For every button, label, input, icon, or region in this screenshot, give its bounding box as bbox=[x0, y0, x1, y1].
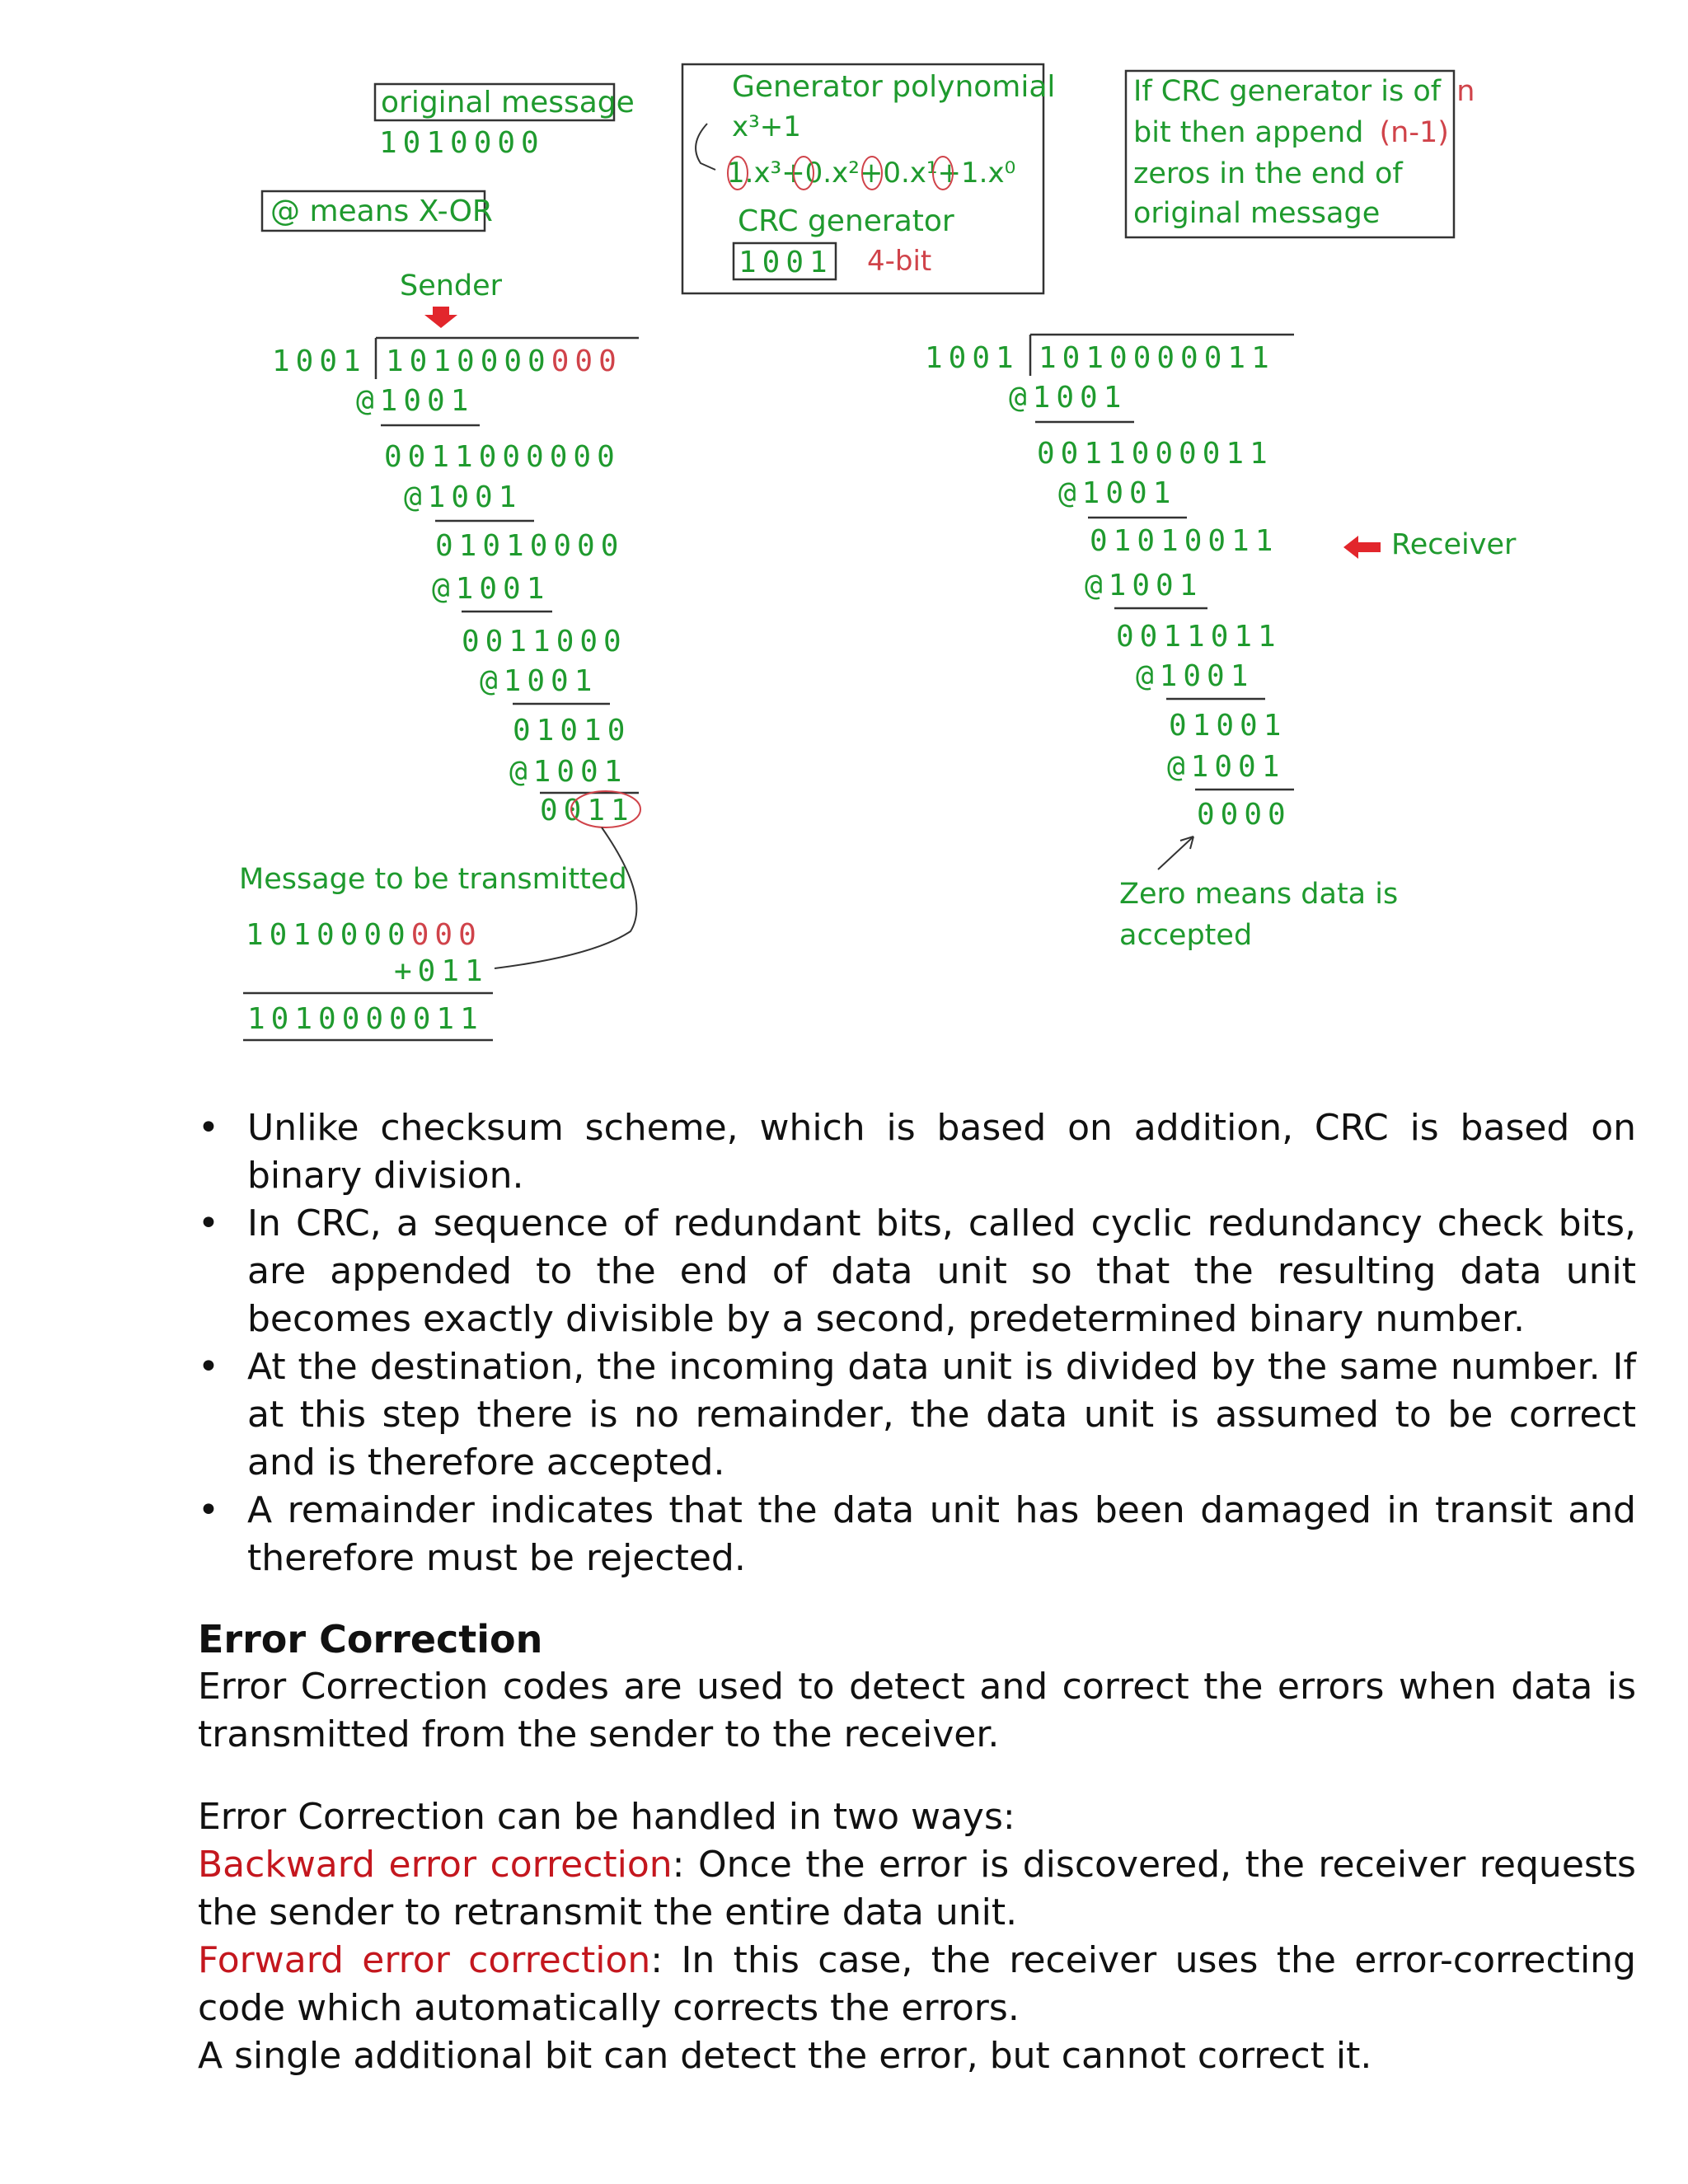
last-paragraph: A single additional bit can detect the error, but cannot correct it. bbox=[198, 2035, 1372, 2077]
sender-step: 01010 bbox=[513, 714, 631, 748]
bullet-item: • Unlike checksum scheme, which is based on addition, CRC is based on binary division. bbox=[198, 1104, 1636, 1200]
sender-step: @1001 bbox=[480, 664, 598, 698]
xor-note: @ means X-OR bbox=[270, 194, 493, 228]
sender-step: 0011000000 bbox=[384, 440, 621, 474]
crc-note-line4: original message bbox=[1133, 197, 1381, 230]
receiver-step: 01010011 bbox=[1090, 524, 1279, 558]
generator-title: Generator polynomial bbox=[732, 70, 1056, 104]
section-heading: Error Correction bbox=[198, 1617, 543, 1661]
intro-paragraph: Error Correction codes are used to detect and correct the errors when data is transmitted from the sender to the receiver. bbox=[198, 1666, 1636, 1755]
forward-term: Forward error correction bbox=[198, 1939, 651, 1981]
receiver-remainder: 0000 bbox=[1197, 798, 1292, 832]
sender-step: @1001 bbox=[404, 480, 523, 514]
transmit-label: Message to be transmitted bbox=[239, 863, 627, 896]
original-message-label: original message bbox=[381, 86, 635, 120]
receiver-step: @1001 bbox=[1136, 659, 1254, 693]
bullet-item: • A remainder indicates that the data unit has been damaged in transit and therefore must be rejected. bbox=[198, 1487, 1636, 1582]
bullet-item: • In CRC, a sequence of redundant bits, called cyclic redundancy check bits, are appended to the end of data unit so that the resulting data unit becomes exactly divisible by a second, predetermined binary number. bbox=[198, 1200, 1636, 1343]
crc-generator-label: CRC generator bbox=[738, 204, 954, 238]
generator-poly-expanded: 1.x³+0.x²+0.x¹+1.x⁰ bbox=[727, 157, 1016, 190]
sender-step: @1001 bbox=[432, 572, 551, 606]
forward-paragraph: Forward error correction: In this case, the receiver uses the error-correcting code which automatically corrects the errors. bbox=[198, 1939, 1636, 2029]
remainder-connector bbox=[495, 827, 636, 968]
receiver-step: 0011011 bbox=[1116, 620, 1282, 654]
sender-step: @1001 bbox=[356, 384, 475, 418]
sender-step: @1001 bbox=[509, 755, 628, 789]
receiver-step: @1001 bbox=[1009, 381, 1128, 415]
crc-diagram bbox=[0, 0, 1688, 1071]
pointer-arrow-icon bbox=[1158, 837, 1193, 869]
ways-paragraph: Error Correction can be handled in two ways: bbox=[198, 1796, 1015, 1838]
sender-remainder: 0011 bbox=[540, 794, 635, 827]
arrow-left-icon bbox=[1343, 536, 1381, 559]
receiver-divisor: 1001 bbox=[925, 341, 1020, 375]
zero-note-line1: Zero means data is bbox=[1119, 878, 1399, 911]
sender-dividend: 1010000000 bbox=[386, 344, 622, 378]
sender-step: 0011000 bbox=[462, 625, 627, 658]
crc-generator-value: 1001 bbox=[738, 246, 833, 279]
zero-note-line2: accepted bbox=[1119, 919, 1253, 952]
bullet-item: • At the destination, the incoming data unit is divided by the same number. If at this step there is no remainder, the data unit is assumed to be correct and is therefore accepted. bbox=[198, 1343, 1636, 1487]
crc-bullet-list bbox=[198, 1104, 1636, 1582]
crc-bits: 4-bit bbox=[867, 245, 932, 278]
crc-note-line3: zeros in the end of bbox=[1133, 157, 1403, 190]
curved-arrow-icon bbox=[696, 124, 715, 170]
transmit-line1: 1010000000 bbox=[246, 918, 482, 952]
sender-divisor: 1001 bbox=[272, 344, 367, 378]
crc-note-line2: bit then append (n-1) bbox=[1133, 116, 1449, 149]
error-correction-section bbox=[198, 1615, 1636, 2080]
receiver-step: @1001 bbox=[1058, 476, 1177, 510]
backward-term: Backward error correction bbox=[198, 1844, 673, 1886]
receiver-step: 0011000011 bbox=[1037, 437, 1273, 471]
arrow-down-icon bbox=[424, 307, 457, 328]
transmit-line2: +011 bbox=[394, 954, 489, 988]
transmit-result: 1010000011 bbox=[247, 1002, 484, 1036]
receiver-step: @1001 bbox=[1167, 750, 1286, 784]
crc-note-line1: If CRC generator is of n bbox=[1133, 75, 1475, 108]
receiver-step: @1001 bbox=[1085, 569, 1203, 602]
sender-label: Sender bbox=[400, 269, 503, 302]
backward-paragraph: Backward error correction: Once the error is discovered, the receiver requests the sender to retransmit the entire data unit. bbox=[198, 1844, 1636, 1933]
generator-poly: x³+1 bbox=[732, 110, 801, 143]
receiver-label: Receiver bbox=[1391, 528, 1517, 561]
sender-step: 01010000 bbox=[435, 529, 625, 563]
receiver-dividend: 1010000011 bbox=[1039, 341, 1275, 375]
receiver-step: 01001 bbox=[1169, 709, 1287, 743]
original-message-value: 1010000 bbox=[379, 126, 545, 160]
